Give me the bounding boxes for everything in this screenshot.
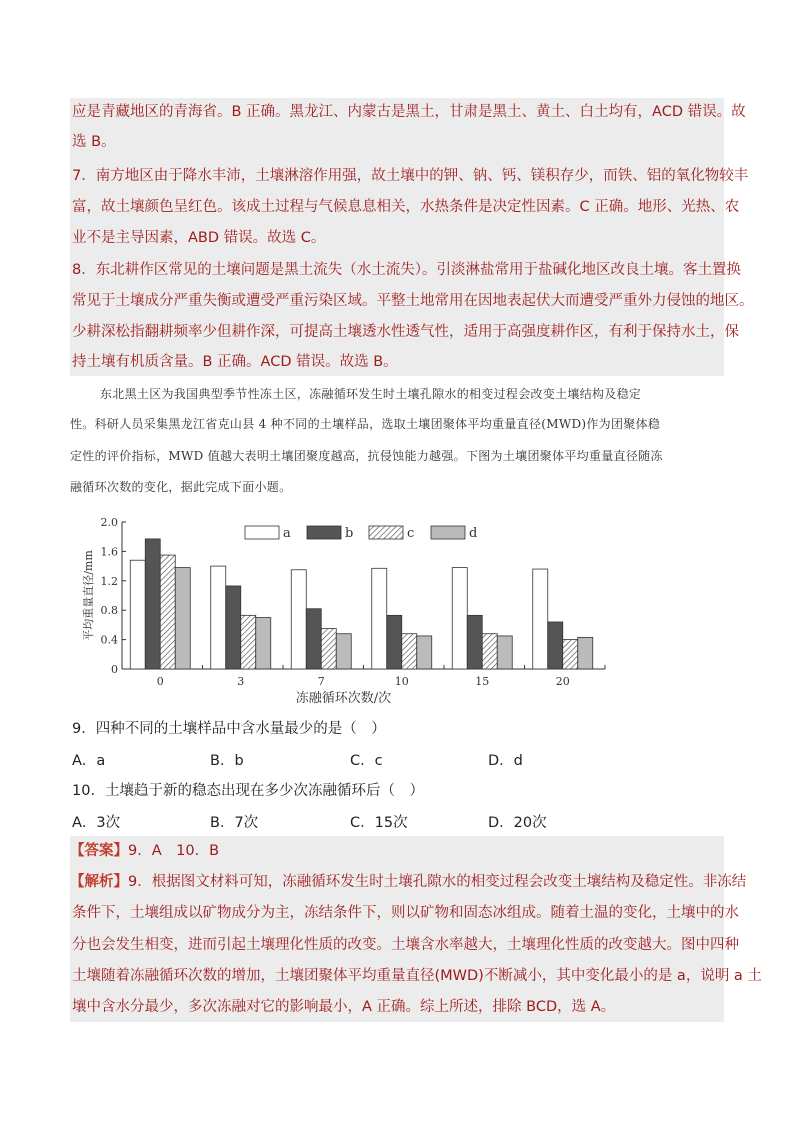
- legend-label-b: b: [345, 526, 354, 541]
- legend-swatch-d: [431, 526, 465, 539]
- explanation-line: 8．东北耕作区常见的土壤问题是黑土流失（水土流失）。引淡淋盐常用于盐碱化地区改良土壤。客土置换: [72, 262, 741, 278]
- legend-swatch-c: [369, 526, 403, 539]
- analysis-text: 9．根据图文材料可知，冻融循环发生时土壤孔隙水的相变过程会改变土壤结构及稳定性。非冻结: [128, 874, 747, 890]
- explanation-line: 持土壤有机质含量。B 正确。ACD 错误。故选 B。: [72, 354, 398, 370]
- question-10-option-b[interactable]: B．7次: [210, 815, 259, 831]
- question-9-option-d[interactable]: D．d: [488, 753, 523, 769]
- bar-b: [226, 586, 241, 669]
- x-axis-label: 冻融循环次数/次: [295, 691, 392, 704]
- y-tick-label: 0.8: [100, 604, 118, 618]
- y-tick-label: 0: [111, 663, 118, 676]
- question-9-stem: 9．四种不同的土壤样品中含水量最少的是（ ）: [72, 721, 386, 737]
- legend-swatch-b: [307, 526, 341, 539]
- explanation-line: 应是青藏地区的青海省。B 正确。黑龙江、内蒙古是黑土，甘肃是黑土、黄土、白土均有，ACD 错误。故: [72, 104, 746, 120]
- y-axis-label: 平均重量直径/mm: [82, 550, 95, 641]
- legend-label-a: a: [283, 526, 291, 541]
- explanation-line: 选 B。: [72, 134, 116, 150]
- bar-a: [130, 560, 145, 669]
- bar-d: [256, 618, 271, 669]
- bar-b: [387, 615, 402, 669]
- bar-d: [336, 634, 351, 669]
- bar-d: [497, 636, 512, 669]
- bar-c: [241, 615, 256, 669]
- bar-d: [175, 568, 190, 669]
- bar-a: [372, 568, 387, 669]
- question-9-option-a[interactable]: A．a: [72, 753, 106, 769]
- bar-a: [291, 570, 306, 669]
- legend-label-d: d: [469, 526, 478, 541]
- analysis-line: 分也会发生相变，进而引起土壤理化性质的改变。土壤含水率越大，土壤理化性质的改变越大。图中四种: [72, 937, 739, 953]
- analysis-tag: 【解析】: [70, 874, 128, 890]
- answer-line: [70, 841, 219, 861]
- explanation-line: 少耕深松指翻耕频率少但耕作深，可提高土壤透水性透气性，适用于高强度耕作区，有利于保持水土，保: [72, 324, 739, 340]
- passage-line: 性。科研人员采集黑龙江省克山县 4 种不同的土壤样品，选取土壤团聚体平均重量直径(MWD)作为团聚体稳: [70, 417, 661, 431]
- x-tick-label: 15: [475, 675, 490, 688]
- bar-c: [482, 634, 497, 669]
- mwd-bar-chart: [80, 514, 620, 704]
- passage-line: 定性的评价指标，MWD 值越大表明土壤团聚度越高，抗侵蚀能力越强。下图为土壤团聚体平均重量直径随冻: [70, 449, 663, 463]
- bar-a: [533, 569, 548, 669]
- y-tick-label: 1.2: [100, 574, 118, 588]
- answer-analysis-block: [70, 836, 724, 1022]
- bar-c: [321, 629, 336, 669]
- question-10-option-c[interactable]: C．15次: [350, 815, 408, 831]
- analysis-line: [70, 872, 746, 892]
- x-tick-label: 7: [317, 675, 325, 688]
- bar-b: [145, 539, 160, 669]
- question-10-option-d[interactable]: D．20次: [488, 815, 547, 831]
- x-tick-label: 20: [555, 675, 570, 688]
- bar-b: [467, 615, 482, 669]
- passage-line: 东北黑土区为我国典型季节性冻土区，冻融循环发生时土壤孔隙水的相变过程会改变土壤结构及稳定: [100, 387, 642, 401]
- y-tick-label: 1.6: [100, 545, 118, 559]
- y-tick-label: 0.4: [100, 633, 118, 647]
- explanation-line: 7．南方地区由于降水丰沛，土壤淋溶作用强，故土壤中的钾、钠、钙、镁积存少，而铁、铝的氧化物较丰: [72, 168, 749, 184]
- legend-swatch-a: [245, 526, 279, 539]
- question-10-stem: 10．土壤趋于新的稳态出现在多少次冻融循环后（ ）: [72, 783, 424, 799]
- question-10-option-a[interactable]: A．3次: [72, 815, 121, 831]
- analysis-line: 土壤随着冻融循环次数的增加，土壤团聚体平均重量直径(MWD)不断减小，其中变化最小的是 a，说明 a 土: [72, 968, 762, 984]
- bar-c: [402, 634, 417, 669]
- explanation-line: 业不是主导因素，ABD 错误。故选 C。: [72, 230, 326, 246]
- bar-d: [578, 637, 593, 669]
- question-9-option-c[interactable]: C．c: [350, 753, 383, 769]
- x-tick-label: 0: [156, 675, 164, 688]
- analysis-line: 条件下，土壤组成以矿物成分为主，冻结条件下，则以矿物和固态冰组成。随着土温的变化，土壤中的水: [72, 905, 739, 921]
- bar-c: [563, 640, 578, 669]
- passage-line: 融循环次数的变化，据此完成下面小题。: [70, 480, 292, 494]
- explanation-line: 常见于土壤成分严重失衡或遭受严重污染区域。平整土地常用在因地表起伏大而遭受严重外力侵蚀的地区。: [72, 293, 754, 309]
- question-9-option-b[interactable]: B．b: [210, 753, 244, 769]
- y-tick-label: 2.0: [100, 516, 118, 529]
- x-tick-label: 3: [237, 675, 245, 688]
- answer-text: 9．A 10．B: [128, 843, 220, 859]
- bar-d: [417, 636, 432, 669]
- bar-b: [306, 609, 321, 669]
- explanation-line: 富，故土壤颜色呈红色。该成土过程与气候息息相关，水热条件是决定性因素。C 正确。地形、光热、农: [72, 199, 740, 215]
- legend-label-c: c: [407, 526, 415, 541]
- bar-c: [160, 555, 175, 669]
- bar-b: [548, 622, 563, 669]
- answer-tag: 【答案】: [70, 843, 128, 859]
- bar-a: [452, 568, 467, 669]
- analysis-line: 壤中含水分最少，多次冻融对它的影响最小，A 正确。综上所述，排除 BCD，选 A。: [72, 999, 616, 1015]
- x-tick-label: 10: [394, 675, 409, 688]
- bar-a: [211, 566, 226, 669]
